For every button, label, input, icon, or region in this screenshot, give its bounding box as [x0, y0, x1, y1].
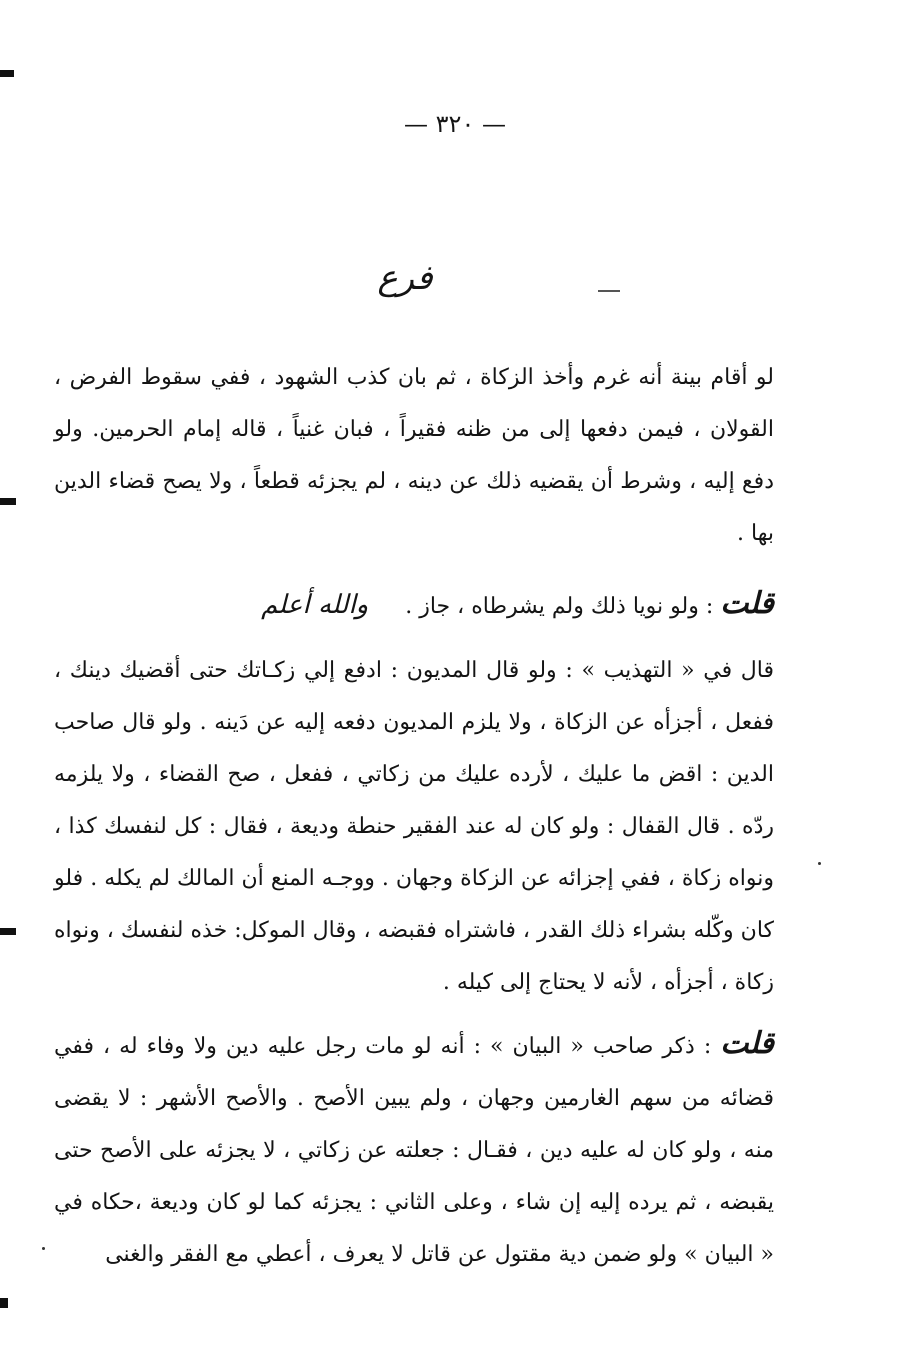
ink-speck [42, 1247, 45, 1250]
section-heading: فرع [377, 258, 433, 298]
heading-underline-mark [598, 290, 620, 292]
paragraph-4 [54, 1018, 774, 1281]
paragraph-3: قال في « التهذيب » : ولو قال المديون : ادفع إلي زكـاتك حتى أقضيك دينك ، ففعل ، أجزأه عن الزكاة ، ولا يلزم المديون دفعه إليه عن دَينه . ولو قال صاحب الدين : اقض ما عليك ، لأرده عليك من زكاتي ، ففعل ، صح القضاء ، ولا يلزمه ردّه . قال القفال : ولو كان له عند الفقير حنطة وديعة ، فقال : كل لنفسك كذا ، ونواه زكاة ، ففي إجزائه عن الزكاة وجهان . ووجـه المنع أن المالك لم يكله . فلو كان وكّله بشراء ذلك القدر ، فاشتراه فقبضه ، وقال الموكل: خذه لنفسك ، ونواه زكاة ، أجزأه ، لأنه لا يحتاج إلى كيله . [54, 658, 774, 995]
ink-speck [818, 862, 821, 865]
paragraph-4-text: : ذكر صاحب « البيان » : أنه لو مات رجل عليه دين ولا وفاء له ، ففي قضائه من سهم الغارمين وجهان ، ولم يبين الأصح . والأصح الأشهر : لا يقضى منه ، ولو كان له عليه دين ، فقـال : جعلته عن زكاتي ، لا يجزئه على الأصح حتى يقبضه ، ثم يرده إليه إن شاء ، وعلى الثاني : يجزئه كما لو كان وديعة ،حكاه في « البيان » ولو ضمن دية مقتول عن قاتل لا يعرف ، أعطي مع الفقر والغنى [54, 1034, 774, 1267]
closing-formula: والله أعلم [261, 590, 369, 620]
scan-edge-mark [0, 498, 16, 505]
qult-label: قلت [720, 1026, 774, 1061]
paragraph-2 [54, 582, 774, 629]
paragraph-2-text: : ولو نويا ذلك ولم يشرطاه ، جاز . [405, 594, 714, 619]
page-number: — ٣٢٠ — [404, 110, 506, 138]
scan-edge-mark [0, 928, 16, 935]
scan-edge-mark [0, 1298, 8, 1308]
qult-label: قلت [720, 586, 774, 621]
paragraph-1: لو أقام بينة أنه غرم وأخذ الزكاة ، ثم بان كذب الشهود ، ففي سقوط الفرض ، القولان ، فيمن دفعها إلى من ظنه فقيراً ، فبان غنياً ، قاله إمام الحرمين. ولو دفع إليه ، وشرط أن يقضيه ذلك عن دينه ، لم يجزئه قطعاً ، ولا يصح قضاء الدين بها . [54, 365, 774, 546]
scan-edge-mark [0, 70, 14, 77]
